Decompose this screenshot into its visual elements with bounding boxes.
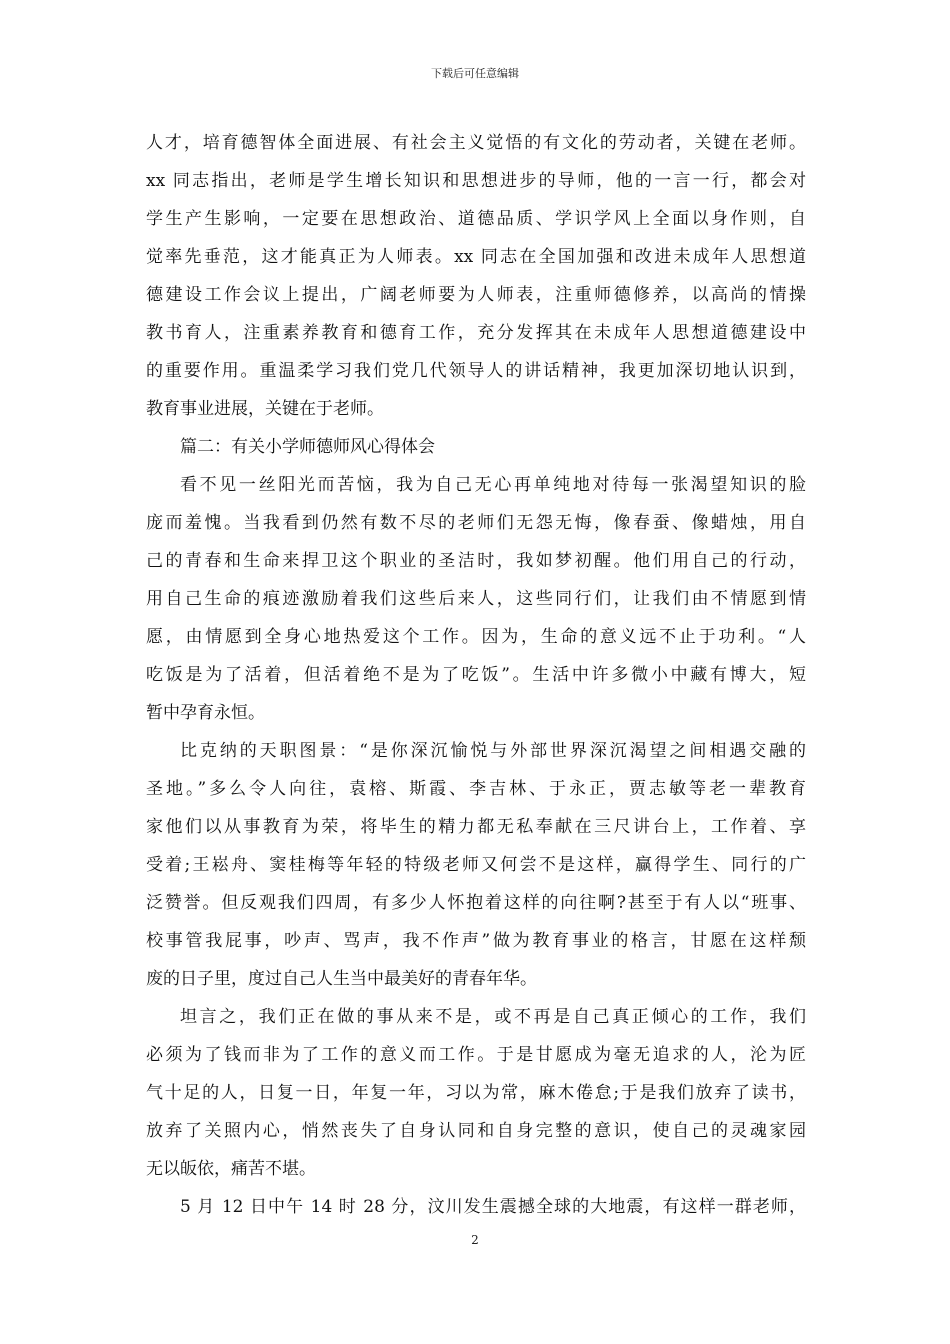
text-line: 5 月 12 日中午 14 时 28 分，汶川发生震撼全球的大地震，有这样一群老师， (180, 1197, 806, 1217)
text-line: 愿，由情愿到全身心地热爱这个工作。因为，生命的意义远不止于功利。“人 (146, 627, 806, 647)
paragraph-4 (146, 998, 806, 1188)
document-body (146, 124, 806, 1226)
text-line: 吃饭是为了活着，但活着绝不是为了吃饭”。生活中许多微小中藏有博大，短 (146, 665, 806, 685)
text-line: 放弃了关照内心，悄然丧失了自身认同和自身完整的意识，使自己的灵魂家园 (146, 1121, 806, 1141)
text-line: 比克纳的天职图景：“是你深沉愉悦与外部世界深沉渴望之间相遇交融的 (180, 741, 806, 761)
text-line: 圣地。”多么令人向往，袁榕、斯霞、李吉林、于永正，贾志敏等老一辈教育 (146, 779, 806, 799)
text-line: 人才，培育德智体全面进展、有社会主义觉悟的有文化的劳动者，关键在老师。 (146, 133, 806, 153)
text-line: 的重要作用。重温柔学习我们党几代领导人的讲话精神，我更加深切地认识到， (146, 361, 806, 381)
text-line: 看不见一丝阳光而苦恼，我为自己无心再单纯地对待每一张渴望知识的脸 (180, 475, 806, 495)
text-line: 家他们以从事教育为荣，将毕生的精力都无私奉献在三尺讲台上，工作着、享 (146, 817, 806, 837)
paragraph-5 (146, 1188, 806, 1226)
text-line: 泛赞誉。但反观我们四周，有多少人怀抱着这样的向往啊?甚至于有人以“班事、 (146, 893, 806, 913)
text-line: xx 同志指出，老师是学生增长知识和思想进步的导师，他的一言一行，都会对 (146, 171, 806, 191)
text-line: 庞而羞愧。当我看到仍然有数不尽的老师们无怨无悔，像春蚕、像蜡烛，用自 (146, 513, 806, 533)
text-line: 学生产生影响，一定要在思想政治、道德品质、学识学风上全面以身作则，自 (146, 209, 806, 229)
text-line: 暂中孕育永恒。 (146, 703, 265, 723)
text-line: 气十足的人，日复一日，年复一年，习以为常，麻木倦怠;于是我们放弃了读书， (146, 1083, 806, 1103)
text-line: 受着;王崧舟、窦桂梅等年轻的特级老师又何尝不是这样，赢得学生、同行的广 (146, 855, 806, 875)
text-line: 必须为了钱而非为了工作的意义而工作。于是甘愿成为毫无追求的人，沦为匠 (146, 1045, 806, 1065)
section-heading: 篇二：有关小学师德师风心得体会 (180, 437, 435, 457)
text-line: 己的青春和生命来捍卫这个职业的圣洁时，我如梦初醒。他们用自己的行动， (146, 551, 806, 571)
text-line: 教育事业进展，关键在于老师。 (146, 399, 384, 419)
paragraph-3 (146, 732, 806, 998)
text-line: 教书育人，注重素养教育和德育工作，充分发挥其在未成年人思想道德建设中 (146, 323, 806, 343)
page-number: 2 (471, 1233, 479, 1247)
text-line: 校事管我屁事，吵声、骂声，我不作声”做为教育事业的格言，甘愿在这样颓 (146, 931, 806, 951)
text-line: 用自己生命的痕迹激励着我们这些后来人，这些同行们，让我们由不情愿到情 (146, 589, 806, 609)
text-line: 觉率先垂范，这才能真正为人师表。xx 同志在全国加强和改进未成年人思想道 (146, 247, 806, 267)
text-line: 无以皈依，痛苦不堪。 (146, 1159, 316, 1179)
text-line: 废的日子里，度过自己人生当中最美好的青春年华。 (146, 969, 537, 989)
text-line: 坦言之，我们正在做的事从来不是，或不再是自己真正倾心的工作，我们 (180, 1007, 806, 1027)
page-header: 下载后可任意编辑 (431, 67, 519, 80)
paragraph-1 (146, 124, 806, 428)
paragraph-2 (146, 466, 806, 732)
text-line: 德建设工作会议上提出，广阔老师要为人师表，注重师德修养，以高尚的情操 (146, 285, 806, 305)
